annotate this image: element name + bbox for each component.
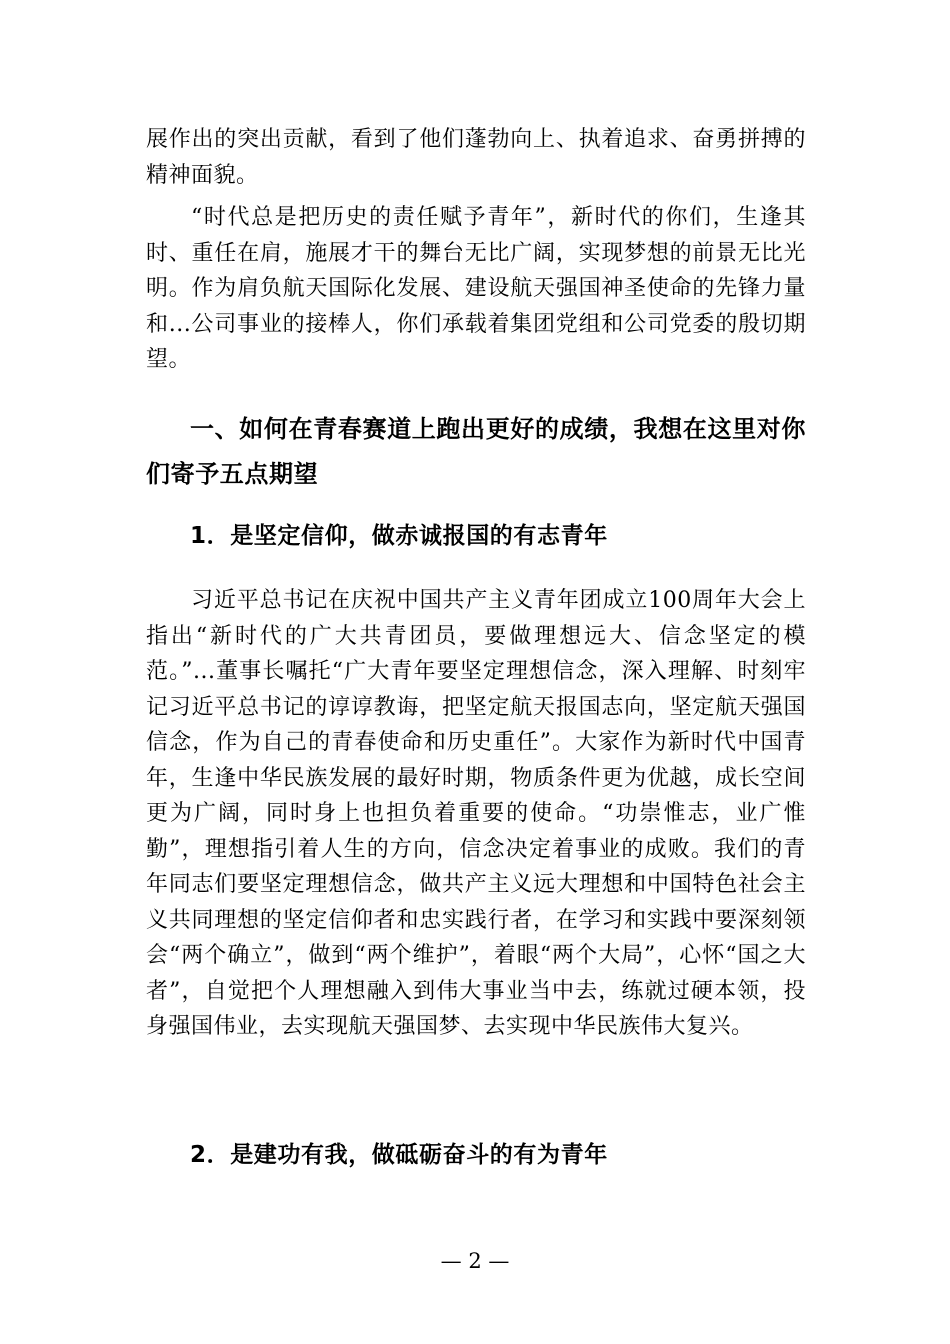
subheading-item-one: 1．是坚定信仰，做赤诚报国的有志青年 bbox=[190, 523, 608, 549]
paragraph-era-responsibility: “时代总是把历史的责任赋予青年”，新时代的你们，生逢其时、重任在肩，施展才干的舞台无比广阔，实现梦想的前景无比光明。作为肩负航天国际化发展、建设航天强国神圣使命的先锋力量和...公司事业的接棒人，你们承载着集团党组和公司党委的殷切期望。 bbox=[146, 205, 806, 372]
paragraph-continuation: 展作出的突出贡献，看到了他们蓬勃向上、执着追求、奋勇拼搏的精神面貌。 bbox=[146, 127, 806, 188]
paragraph-firm-belief: 习近平总书记在庆祝中国共产主义青年团成立100周年大会上指出“新时代的广大共青团员，要做理想远大、信念坚定的模范。”...董事长嘱托“广大青年要坚定理想信念，深入理解、时刻牢记习近平总书记的谆谆教诲，把坚定航天报国志向，坚定航天强国信念，作为自己的青春使命和历史重任”。大家作为新时代中国青年，生逢中华民族发展的最好时期，物质条件更为优越，成长空间更为广阔，同时身上也担负着重要的使命。“功崇惟志，业广惟勤”，理想指引着人生的方向，信念决定着事业的成败。我们的青年同志们要坚定理想信念，做共产主义远大理想和中国特色社会主义共同理想的坚定信仰者和忠实践行者，在学习和实践中要深刻领会“两个确立”，做到“两个维护”，着眼“两个大局”，心怀“国之大者”，自觉把个人理想融入到伟大事业当中去，练就过硬本领，投身强国伟业，去实现航天强国梦、去实现中华民族伟大复兴。 bbox=[146, 588, 806, 1039]
page-number: — 2 — bbox=[440, 1249, 510, 1273]
section-heading-one: 一、如何在青春赛道上跑出更好的成绩，我想在这里对你们寄予五点期望 bbox=[146, 415, 806, 488]
subheading-item-two: 2．是建功有我，做砥砺奋斗的有为青年 bbox=[190, 1142, 608, 1168]
